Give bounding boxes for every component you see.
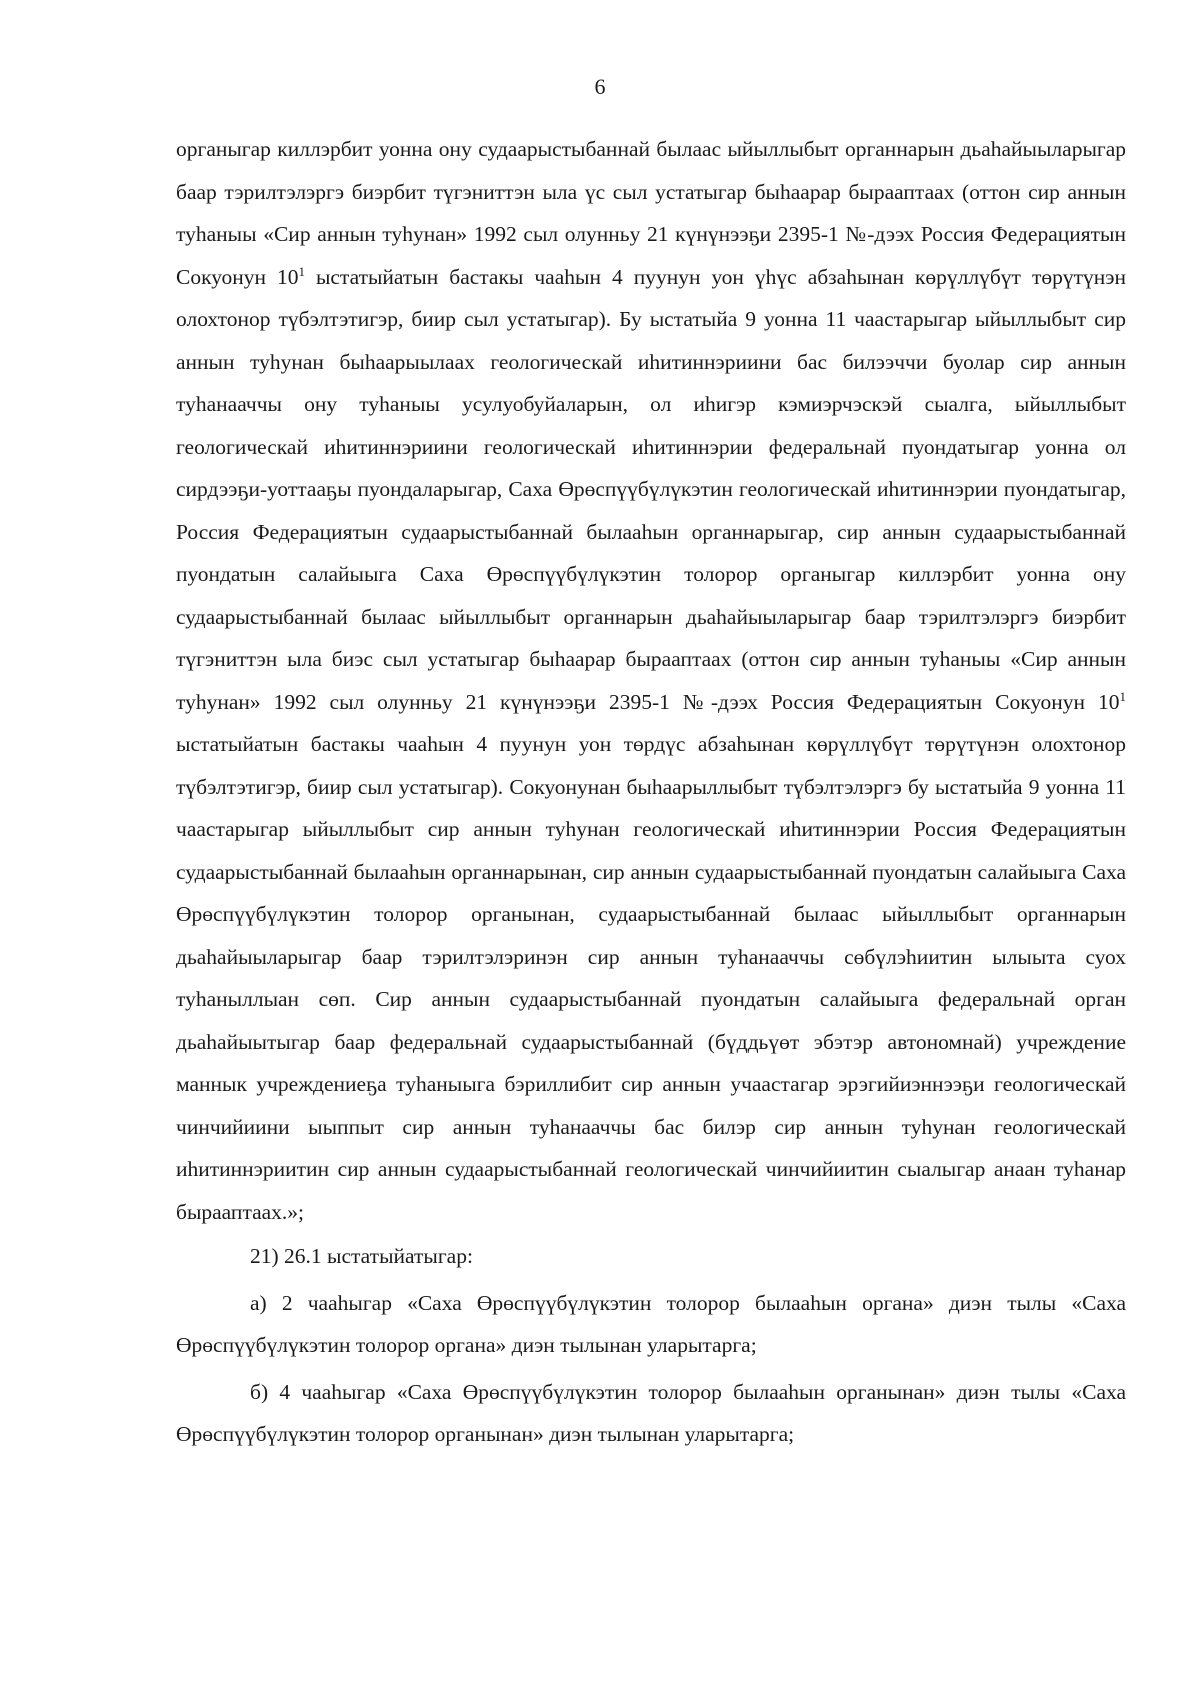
superscript-2: 1 — [1119, 688, 1126, 704]
item-21: 21) 26.1 ыстатыйатыгар: — [250, 1244, 473, 1268]
document-body — [176, 128, 1126, 1456]
main-paragraph-part1: органыгар киллэрбит уонна ону судаарыстыбаннай былаас ыйыллыбыт органнарын дьаһайыыларыгар баар тэрилтэлэргэ биэрбит түгэниттэн ыла үс сыл устатыгар быһаарар бырааптаах (оттон сир аннын туһаныы «Сир аннын туһунан» 1992 сыл олунньу 21 күнүнээҕи 2395-1 №-дээх Россия Федерациятын Сокуонун 10 — [176, 137, 1126, 289]
main-paragraph-part2: ыстатыйатын бастакы чааһын 4 пуунун уон үһүс абзаһынан көрүллүбүт төрүтүнэн олохтонор түбэлтэтигэр, биир сыл устатыгар). Бу ыстатыйа 9 уонна 11 чаастарыгар ыйыллыбыт сир аннын туһунан быһаарыылаах геологическай иһитиннэриини бас билээччи буолар сир аннын туһанааччы ону туһаныы усулуобуйаларын, ол иһигэр кэмиэрчэскэй сыалга, ыйыллыбыт геологическай иһитиннэриини геологическай иһитиннэрии федеральнай пуондатыгар уонна ол сирдээҕи-уоттааҕы пуондаларыгар, Саха Өрөспүүбүлүкэтин геологическай иһитиннэрии пуондатыгар, Россия Федерациятын судаарыстыбаннай былааһын органнарыгар, сир аннын судаарыстыбаннай пуондатын салайыыга Саха Өрөспүүбүлүкэтин толорор органыгар киллэрбит уонна ону судаарыстыбаннай былаас ыйыллыбыт органнарын дьаһайыыларыгар баар тэрилтэлэргэ биэрбит түгэниттэн ыла биэс сыл устатыгар быһаарар бырааптаах (оттон сир аннын туһаныы «Сир аннын туһунан» 1992 сыл олунньу 21 күнүнээҕи 2395-1 №-дээх Россия Федерациятын Сокуонун 10 — [176, 264, 1126, 714]
page-number: 6 — [594, 74, 606, 99]
superscript-1: 1 — [298, 263, 305, 279]
main-paragraph — [176, 128, 1126, 1233]
item-b: б) 4 чааһыгар «Саха Өрөспүүбүлүкэтин толорор былааһын органынан» диэн тылы «Саха Өрөспүүбүлүкэтин толорор органынан» диэн тылынан уларытарга; — [176, 1379, 1126, 1446]
main-paragraph-part3: ыстатыйатын бастакы чааһын 4 пуунун уон төрдүс абзаһынан көрүллүбүт төрүтүнэн олохтонор түбэлтэтигэр, биир сыл устатыгар). Сокуонунан быһаарыллыбыт түбэлтэлэргэ бу ыстатыйа 9 уонна 11 чаастарыгар ыйыллыбыт сир аннын туһунан геологическай иһитиннэрии Россия Федерациятын судаарыстыбаннай былааһын органнарынан, сир аннын судаарыстыбаннай пуондатын салайыыга Саха Өрөспүүбүлүкэтин толорор органынан, судаарыстыбаннай былаас ыйыллыбыт органнарын дьаһайыыларыгар баар тэрилтэлэринэн сир аннын туһанааччы сөбүлэһиитин ылыыта суох туһаныллыан сөп. Сир аннын судаарыстыбаннай пуондатын салайыыга федеральнай орган дьаһайыытыгар баар федеральнай судаарыстыбаннай (бүддьүөт эбэтэр автономнай) учреждение маннык учреждениеҕа туһаныыга бэриллибит сир аннын учаастагар эрэгийиэннээҕи геологическай чинчийиини ыыппыт сир аннын туһанааччы бас билэр сир аннын туһунан геологическай иһитиннэриитин сир аннын судаарыстыбаннай геологическай чинчийиитин сыалыгар анаан туһанар бырааптаах.»; — [176, 732, 1126, 1224]
item-a: а) 2 чааһыгар «Саха Өрөспүүбүлүкэтин толорор былааһын органа» диэн тылы «Саха Өрөспүүбүлүкэтин толорор органа» диэн тылынан уларытарга; — [176, 1290, 1126, 1357]
